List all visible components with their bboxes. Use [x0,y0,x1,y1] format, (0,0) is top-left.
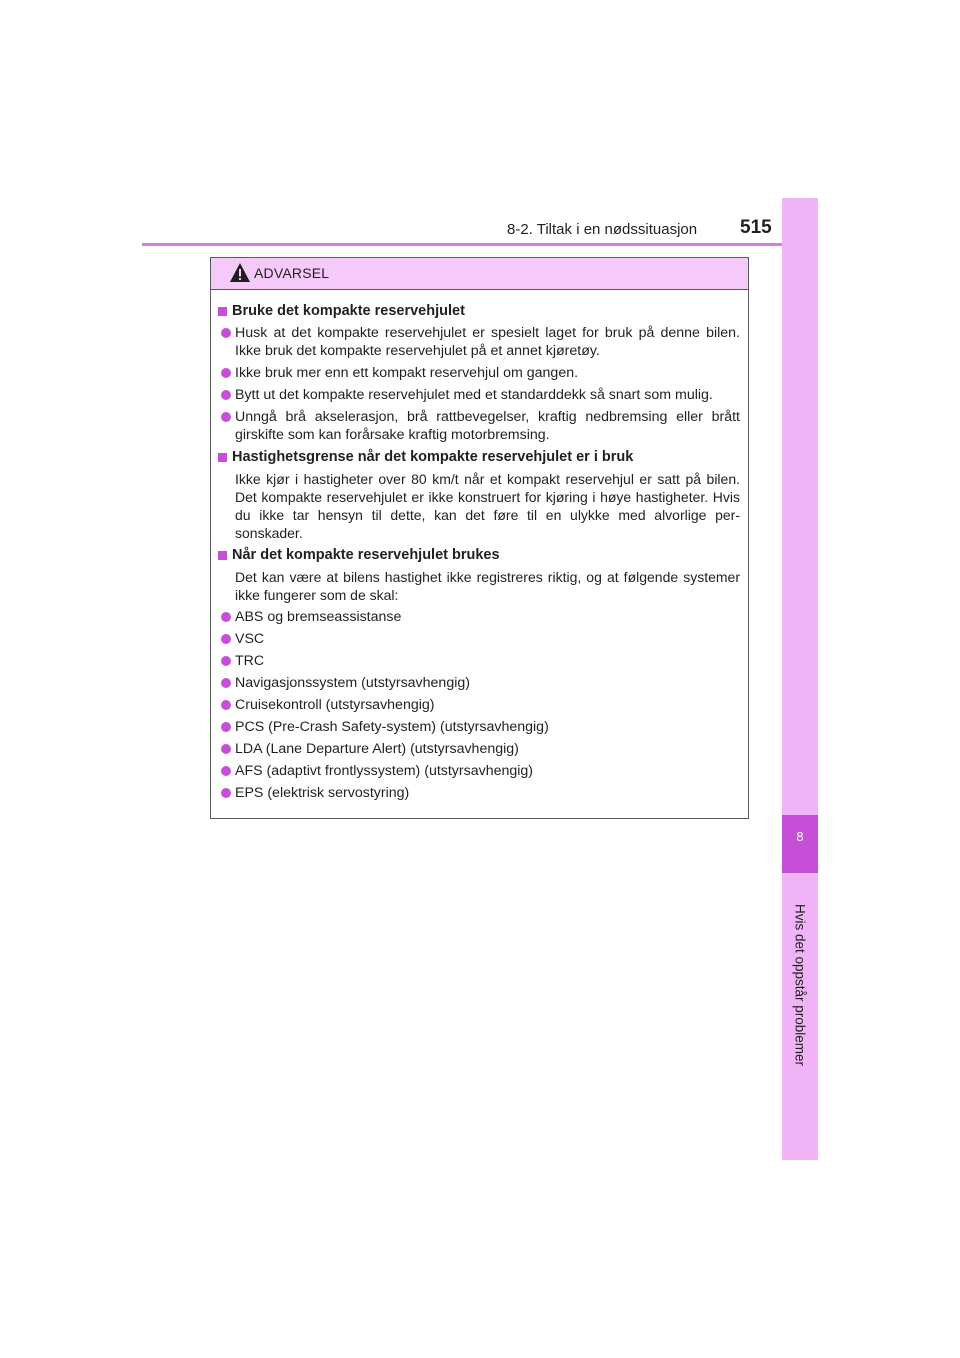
section-heading-text: Bruke det kompakte reservehjulet [232,303,465,319]
list-item [218,608,740,626]
list-item-text: Ikke bruk mer enn ett kompakt reservehjul om gangen. [235,365,579,381]
section-title: 8-2. Tiltak i en nødssituasjon [507,221,698,238]
warning-box [210,257,749,819]
list-item [218,696,740,714]
square-bullet-icon [218,453,227,462]
list-item [218,718,740,736]
list-item-text: VSC [235,631,265,647]
section-paragraph: Det kan være at bilens hastighet ikke registreres riktig, og at følgende systemer ikke fungerer som de skal: [235,569,740,603]
list-item-text: EPS (elektrisk servostyring) [235,785,410,801]
round-bullet-icon [221,328,231,338]
list-item-text: Navigasjonssystem (utstyrsavhengig) [235,675,470,691]
section-heading [218,302,740,320]
list-item [218,386,740,404]
list-item-text: Bytt ut det kompakte reservehjulet med et standarddekk så snart som mulig. [235,387,713,403]
list-item-text: AFS (adaptivt frontlyssystem) (utstyrsavhengig) [235,763,534,779]
list-item [218,674,740,692]
list-item-text: ABS og bremseassistanse [235,609,402,625]
list-item [218,784,740,802]
round-bullet-icon [221,368,231,378]
square-bullet-icon [218,307,227,316]
square-bullet-icon [218,551,227,560]
section-heading-text: Når det kompakte reservehjulet brukes [232,547,500,563]
round-bullet-icon [221,612,231,622]
section-heading [218,546,740,564]
list-item [218,364,740,382]
list-item [218,652,740,670]
round-bullet-icon [221,722,231,732]
list-item-text: Cruisekontroll (utstyrsavhengig) [235,697,435,713]
round-bullet-icon [221,766,231,776]
header-rule [142,243,818,246]
section-paragraph: Ikke kjør i hastigheter over 80 km/t når et kompakt reservehjul er satt på bilen. Det kompakte reservehjulet er ikke konstruert for kjøring i høye hastigheter. Hvis du ikke tar hensyn til dette, kan det føre til en ulykke med alvorlige per-sonskader. [235,471,740,541]
list-item [218,740,740,758]
page-number: 515 [740,217,772,238]
section-heading-text: Hastighetsgrense når det kompakte reservehjulet er i bruk [232,449,634,465]
round-bullet-icon [221,412,231,422]
list-item-text: TRC [235,653,265,669]
list-item-text: Unngå brå akselerasjon, brå rattbevegelser, kraftig nedbremsing eller brått girskifte som kan forårsake kraftig motorbremsing. [235,409,740,443]
list-item-text: Husk at det kompakte reservehjulet er spesielt laget for bruk på denne bilen. Ikke bruk det kompakte reservehjulet på et annet kjøretøy. [235,325,740,359]
round-bullet-icon [221,744,231,754]
list-item [218,630,740,648]
round-bullet-icon [221,390,231,400]
warning-title: ADVARSEL [254,265,330,281]
warning-body [211,290,748,802]
round-bullet-icon [221,656,231,666]
round-bullet-icon [221,634,231,644]
list-item [218,324,740,360]
list-item-text: PCS (Pre-Crash Safety-system) (utstyrsavhengig) [235,719,549,735]
round-bullet-icon [221,788,231,798]
chapter-number-box [782,815,818,873]
section-heading [218,448,740,466]
list-item [218,408,740,444]
chapter-number: 8 [796,829,804,844]
round-bullet-icon [221,700,231,710]
list-item [218,762,740,780]
warning-header [211,258,748,290]
list-item-text: LDA (Lane Departure Alert) (utstyrsavhengig) [235,741,519,757]
warning-triangle-icon [229,262,251,283]
round-bullet-icon [221,678,231,688]
chapter-title: Hvis det oppstår problemer [792,903,808,1067]
